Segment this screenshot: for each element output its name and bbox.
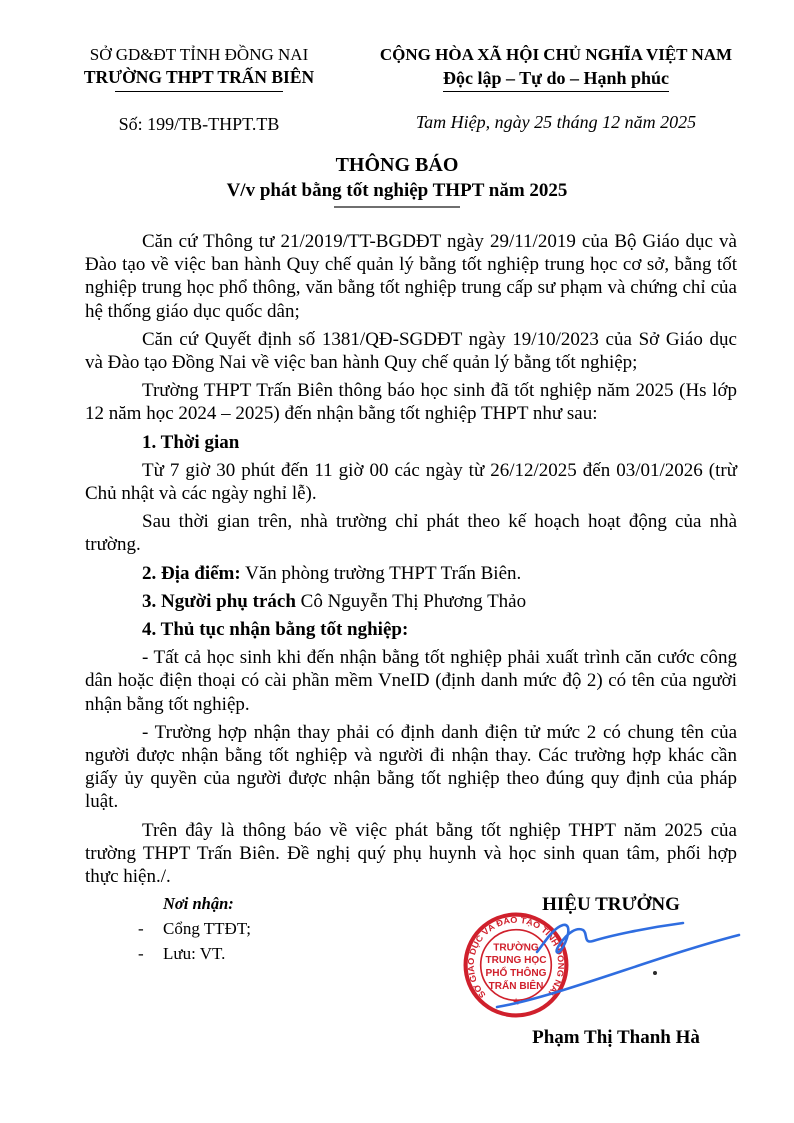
intro-paragraph: Trường THPT Trấn Biên thông báo học sinh đã tốt nghiệp năm 2025 (Hs lớp 12 năm học 2024 – 2025) đến nhận bằng tốt nghiệp THPT như sau: bbox=[85, 380, 737, 425]
legal-basis-paragraph-2: Căn cứ Quyết định số 1381/QĐ-SGDĐT ngày 19/10/2023 của Sở Giáo dục và Đào tạo Đồng Nai về việc ban hành Quy chế quản lý bằng tốt nghiệp; bbox=[85, 328, 737, 374]
dash-bullet: - bbox=[138, 919, 144, 939]
document-body bbox=[85, 230, 737, 888]
issuing-authority-block bbox=[81, 44, 317, 135]
document-number: Số: 199/TB-THPT.TB bbox=[118, 114, 280, 134]
school-name: TRƯỜNG THPT TRẤN BIÊN bbox=[83, 67, 315, 87]
notice-subject: V/v phát bằng tốt nghiệp THPT năm 2025 bbox=[226, 180, 568, 201]
section-1-heading: 1. Thời gian bbox=[142, 431, 240, 453]
signature-stroke-lower bbox=[497, 935, 739, 1007]
notice-title: THÔNG BÁO bbox=[335, 154, 459, 176]
section-3-line bbox=[85, 590, 737, 613]
stamp-center-line-4: TRẤN BIÊN bbox=[488, 981, 544, 993]
recipients-label: Nơi nhận: bbox=[163, 894, 234, 914]
signature-dot bbox=[653, 971, 657, 975]
headmaster-title: HIỆU TRƯỞNG bbox=[542, 894, 680, 916]
document-footer bbox=[85, 893, 737, 1049]
national-motto: Độc lập – Tự do – Hạnh phúc bbox=[442, 68, 670, 88]
section-4-item-1: - Tất cả học sinh khi đến nhận bằng tốt nghiệp phải xuất trình căn cước công dân hoặc điện thoại có cài phần mềm VneID (định danh mức độ 2) có tên của người nhận bằng tốt nghiệp. bbox=[85, 647, 737, 715]
handwritten-signature bbox=[487, 914, 747, 1014]
national-title: CỘNG HÒA XÃ HỘI CHỦ NGHĨA VIỆT NAM bbox=[379, 45, 733, 64]
section-4-item-2: - Trường hợp nhận thay phải có định danh điện tử mức 2 có chung tên của người được nhận bằng tốt nghiệp và người đi nhận thay. Các trường hợp khác cần giấy ủy quyền của người được nhận bằng tốt nghiệp theo đúng quy định của pháp luật. bbox=[85, 721, 737, 813]
document-header bbox=[57, 44, 737, 135]
signing-block bbox=[455, 893, 767, 1049]
place-and-date: Tam Hiệp, ngày 25 tháng 12 năm 2025 bbox=[415, 112, 697, 132]
dash-bullet: - bbox=[138, 944, 144, 964]
signer-name: Phạm Thị Thanh Hà bbox=[532, 1027, 700, 1049]
section-3-label: 3. Người phụ trách bbox=[142, 590, 296, 612]
stamp-and-signature-area bbox=[455, 916, 767, 1020]
stamp-center-line-1: TRƯỜNG bbox=[493, 942, 539, 954]
section-4-heading: 4. Thủ tục nhận bằng tốt nghiệp: bbox=[142, 619, 409, 641]
section-2-text: Văn phòng trường THPT Trấn Biên. bbox=[240, 562, 522, 584]
recipient-item bbox=[138, 943, 385, 965]
section-1-paragraph-1: Từ 7 giờ 30 phút đến 11 giờ 00 các ngày từ 26/12/2025 đến 03/01/2026 (trừ Chủ nhật và các ngày nghỉ lễ). bbox=[85, 459, 737, 505]
stamp-center-line-2: TRUNG HỌC bbox=[485, 955, 547, 967]
recipient-text: Lưu: VT. bbox=[163, 944, 226, 964]
section-1-paragraph-2: Sau thời gian trên, nhà trường chỉ phát theo kế hoạch hoạt động của nhà trường. bbox=[85, 511, 737, 556]
section-2-line bbox=[85, 562, 737, 585]
star-icon: ★ bbox=[512, 997, 520, 1007]
section-3-text: Cô Nguyễn Thị Phương Thảo bbox=[295, 590, 527, 612]
closing-paragraph: Trên đây là thông báo về việc phát bằng tốt nghiệp THPT năm 2025 của trường THPT Trấn Biên. Đề nghị quý phụ huynh và học sinh quan tâm, phối hợp thực hiện./. bbox=[85, 819, 737, 888]
recipient-text: Cổng TTĐT; bbox=[163, 919, 251, 939]
section-2-label: 2. Địa điểm: bbox=[142, 562, 241, 584]
stamp-center-line-3: PHỔ THÔNG bbox=[485, 968, 547, 980]
motto-underline bbox=[443, 91, 669, 92]
department-name: SỞ GD&ĐT TỈNH ĐỒNG NAI bbox=[89, 45, 309, 64]
legal-basis-paragraph-1: Căn cứ Thông tư 21/2019/TT-BGDĐT ngày 29/11/2019 của Bộ Giáo dục và Đào tạo về việc ban hành Quy chế quản lý bằng tốt nghiệp trung học cơ sở, bằng tốt nghiệp trung học phổ thông, văn bằng tốt nghiệp trung cấp sư phạm và chứng chỉ của hệ thống giáo dục quốc dân; bbox=[85, 231, 737, 322]
title-block bbox=[57, 152, 737, 208]
school-name-underline bbox=[115, 91, 283, 92]
subject-underline bbox=[334, 206, 460, 208]
national-header-block bbox=[375, 44, 737, 135]
recipients-block bbox=[85, 893, 385, 1049]
signature-stroke-upper bbox=[537, 923, 683, 952]
recipient-item bbox=[138, 918, 385, 940]
stamp-ring-text: SỞ GIÁO DỤC VÀ ĐÀO TẠO TỈNH ĐỒNG NAI bbox=[465, 914, 567, 1001]
